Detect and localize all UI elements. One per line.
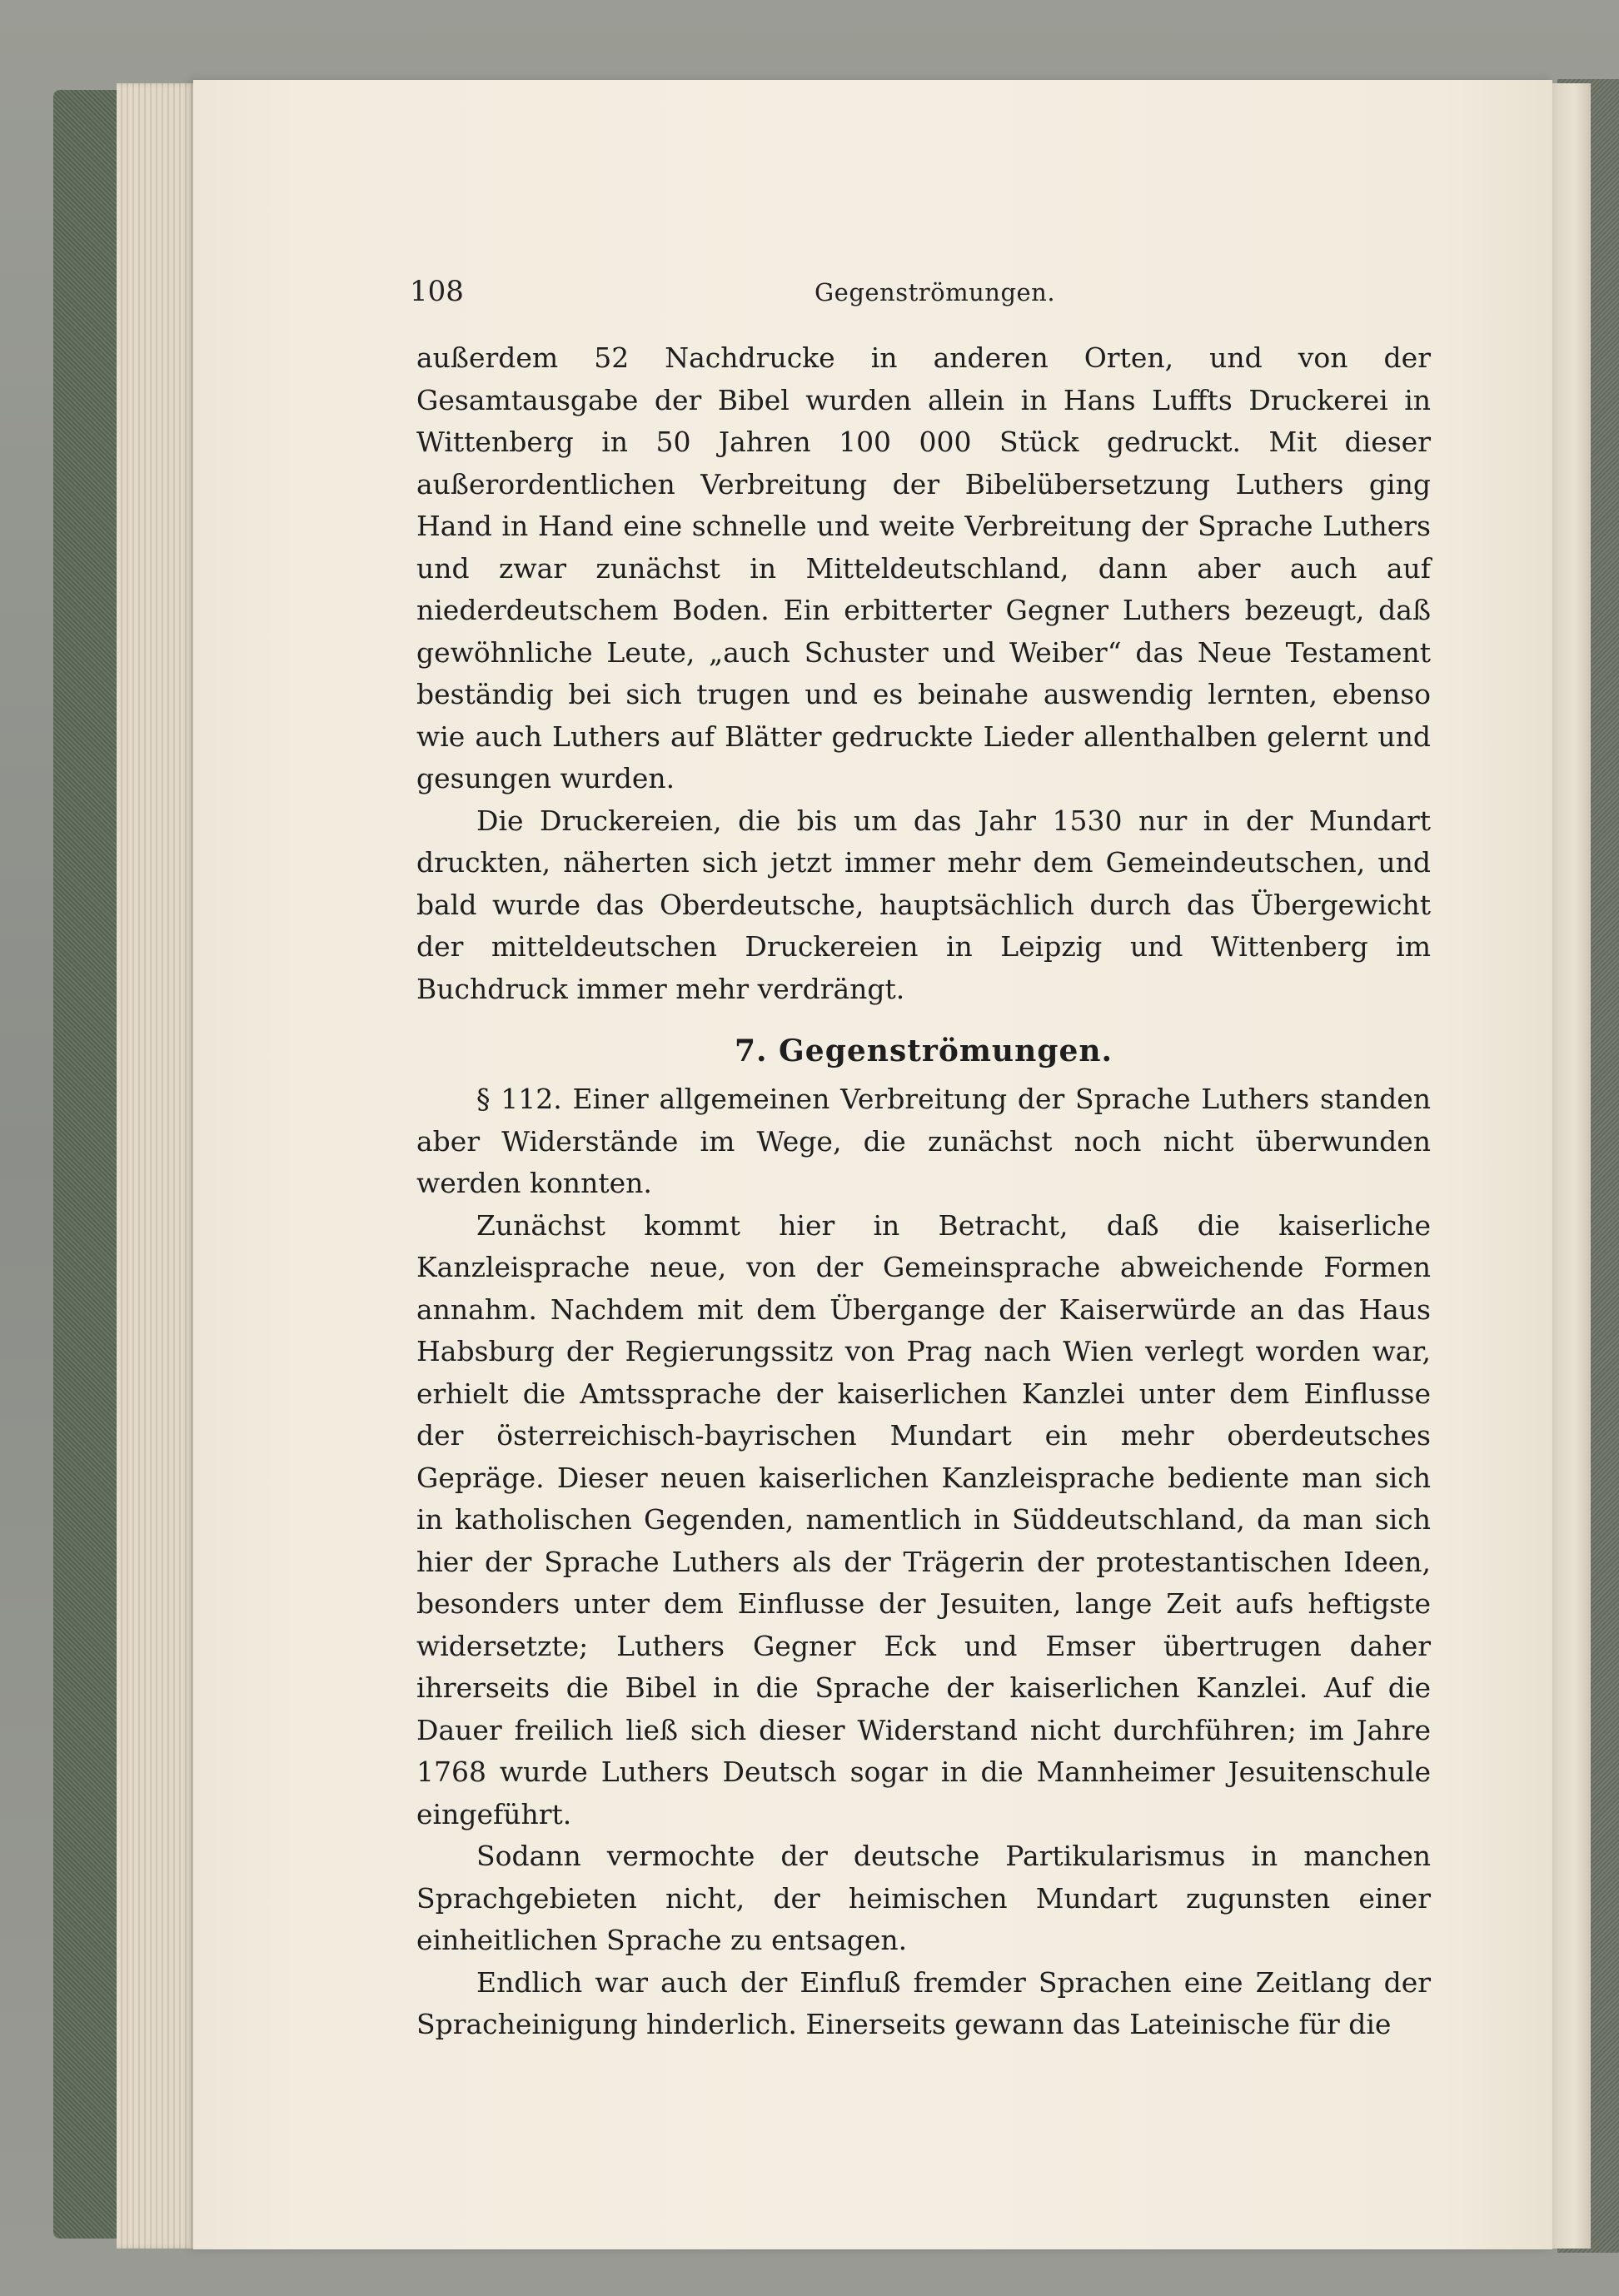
section-title: 7. Gegenströmungen. [734,1033,1113,1068]
body-text [416,337,1431,2046]
page-header [410,275,1431,315]
facing-page-edge [1551,83,1591,2249]
paragraph: § 112. Einer allgemeinen Verbreitung der Sprache Luthers standen aber Widerstände im Wege, die zunächst noch nicht überwunden werden konnten. [416,1083,1431,1199]
page-number: 108 [410,275,464,308]
running-head: Gegenströmungen. [814,278,1056,306]
paragraph: Zunächst kommt hier in Betracht, daß die kaiserliche Kanzleisprache neue, von der Gemeinsprache abweichende Formen annahm. Nachdem mit dem Übergange der Kaiserwürde an das Haus Habsburg der Regierungssitz von Prag nach Wien verlegt worden war, erhielt die Amtssprache der kaiserlichen Kanzlei unter dem Einflusse der österreichisch-bayrischen Mundart ein mehr oberdeutsches Gepräge. Dieser neuen kaiserlichen Kanzleisprache bediente man sich in katholischen Gegenden, namentlich in Süddeutschland, da man sich hier der Sprache Luthers als der Trägerin der protestantischen Ideen, besonders unter dem Einflusse der Jesuiten, lange Zeit aufs heftigste widersetzte; Luthers Gegner Eck und Emser übertrugen daher ihrerseits die Bibel in die Sprache der kaiserlichen Kanzlei. Auf die Dauer freilich ließ sich dieser Widerstand nicht durchführen; im Jahre 1768 wurde Luthers Deutsch sogar in die Mannheimer Jesuitenschule eingeführt. [416,1208,1431,1830]
paragraph: Endlich war auch der Einfluß fremder Sprachen eine Zeitlang der Spracheinigung hinderlich. Einerseits gewann das Lateinische für die [416,1965,1431,2040]
paragraph: Sodann vermochte der deutsche Partikularismus in manchen Sprachgebieten nicht, der heimischen Mundart zugunsten einer einheitlichen Sprache zu entsagen. [416,1840,1431,1956]
paragraph: außerdem 52 Nachdrucke in anderen Orten, und von der Gesamtausgabe der Bibel wurden allein in Hans Luffts Druckerei in Wittenberg in 50 Jahren 100 000 Stück gedruckt. Mit dieser außerordentlichen Verbreitung der Bibelübersetzung Luthers ging Hand in Hand eine schnelle und weite Verbreitung der Sprache Luthers und zwar zunächst in Mitteldeutschland, dann aber auch auf niederdeutschem Boden. Ein erbitterter Gegner Luthers bezeugt, daß gewöhnliche Leute, „auch Schuster und Weiber“ das Neue Testament beständig bei sich trugen und es beinahe auswendig lernten, ebenso wie auch Luthers auf Blätter gedruckte Lieder allenthalben gelernt und gesungen wurden. [416,341,1431,794]
page-stack-edge [117,83,200,2249]
paragraph: Die Druckereien, die bis um das Jahr 1530 nur in der Mundart druckten, näherten sich jetzt immer mehr dem Gemeindeutschen, und bald wurde das Oberdeutsche, hauptsächlich durch das Übergewicht der mitteldeutschen Druckereien in Leipzig und Wittenberg im Buchdruck immer mehr verdrängt. [416,804,1431,1005]
